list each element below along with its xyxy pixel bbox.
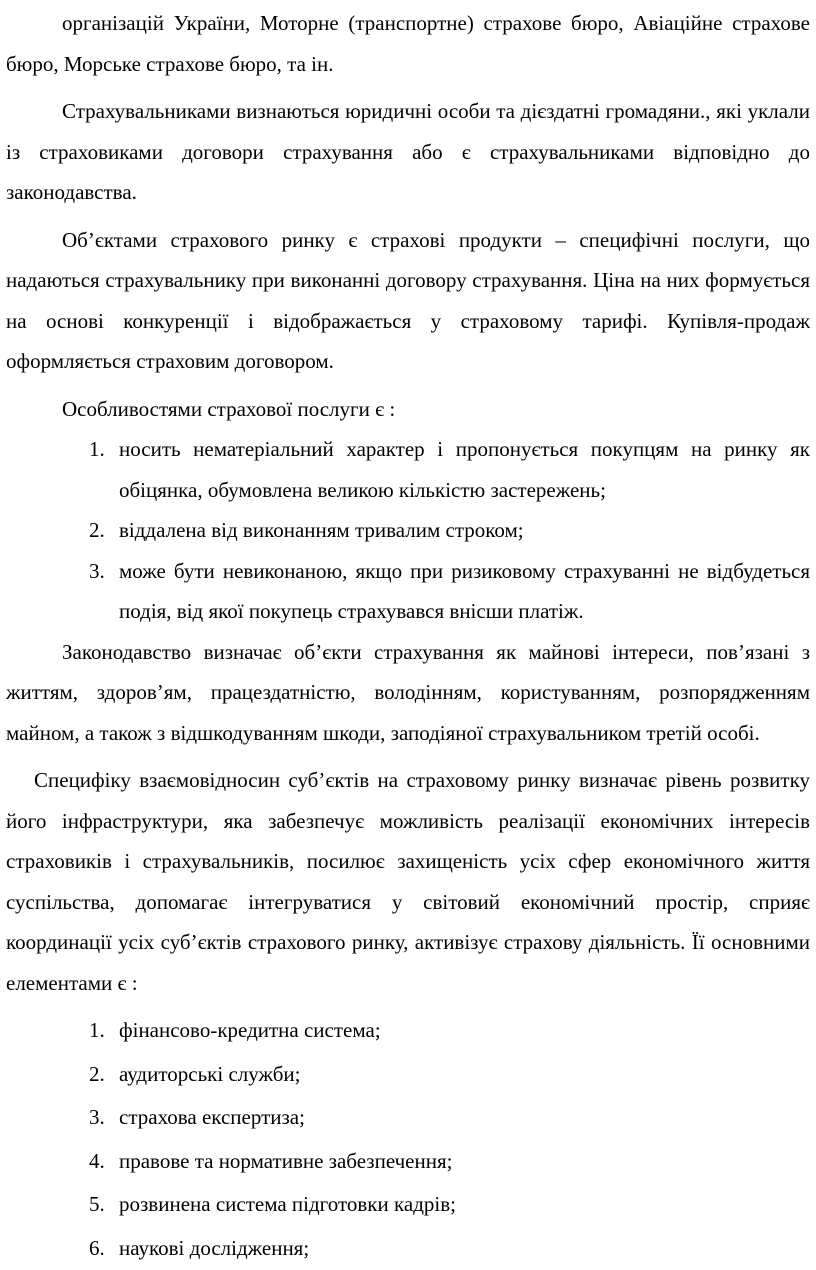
paragraph-service-features-intro: Особливостями страхової послуги є : <box>62 396 396 421</box>
paragraph-gap <box>6 382 810 389</box>
list-item-text: носить нематеріальний характер і пропонується покупцям на ринку як обіцянка, обумовлена великою кількістю застережень; <box>119 437 810 502</box>
list-item <box>6 551 810 632</box>
list-item-text: віддалена від виконанням тривалим строком; <box>119 518 524 542</box>
paragraph-organizations: організацій України, Моторне (транспортне) страхове бюро, Авіаційне страхове бюро, Морське страхове бюро, та ін. <box>6 11 810 76</box>
list-item-number: 2. <box>89 518 105 542</box>
list-item-number: 1. <box>89 437 105 461</box>
list-item-text: може бути невиконаною, якщо при ризиковому страхуванні не відбудеться подія, від якої покупець страхувався внісши платіж. <box>119 558 810 623</box>
list-item-text: наукові дослідження; <box>119 1235 310 1260</box>
paragraph-infrastructure: Специфіку взаємовідносин суб’єктів на страховому ринку визначає рівень розвитку його інфраструктури, яка забезпечує можливість реалізації економічних інтересів страховиків і страхувальників, посилює захищеність усіх сфер економічного життя суспільства, допомагає інтегруватися у світовий економічний простір, сприяє координації усіх суб’єктів страхового ринку, активізує страхову діяльність. Її основними елементами є : <box>6 768 810 995</box>
list-item-text: аудиторські служби; <box>119 1061 301 1086</box>
list-item-number: 4. <box>89 1148 105 1173</box>
list-item <box>6 1228 810 1269</box>
list-item-number: 3. <box>89 558 105 583</box>
list-item <box>6 510 810 551</box>
list-item-text: правове та нормативне забезпечення; <box>119 1148 453 1173</box>
list-item <box>6 1141 810 1182</box>
list-item-text: страхова експертиза; <box>119 1105 305 1129</box>
paragraph-market-objects: Об’єктами страхового ринку є страхові продукти – специфічні послуги, що надаються страхувальнику при виконанні договору страхування. Ціна на них формується на основі конкуренції і відображається у страховому тарифі. Купівля-продаж оформляється страховим договором. <box>6 227 810 373</box>
list-item-number: 6. <box>89 1235 105 1260</box>
paragraph-policyholders: Страхувальниками визнаються юридичні особи та дієздатні громадяни., які уклали із страховиками договори страхування або є страхувальниками відповідно до законодавства. <box>6 99 810 204</box>
list-item <box>6 1010 810 1051</box>
list-item-text: розвинена система підготовки кадрів; <box>119 1192 456 1216</box>
list-item-number: 2. <box>89 1061 105 1086</box>
paragraph-gap <box>6 84 810 91</box>
service-features-list <box>6 429 810 632</box>
paragraph-legislation: Законодавство визначає об’єкти страхування як майнові інтереси, пов’язані з життям, здоров’ям, працездатністю, володінням, користуванням, розпорядженням майном, а також з відшкодуванням шкоди, заподіяної страхувальником третій особі. <box>6 639 810 745</box>
list-item <box>6 429 810 510</box>
paragraph-gap <box>6 753 810 760</box>
paragraph-gap <box>6 1003 810 1010</box>
infrastructure-elements-list <box>6 1010 810 1268</box>
list-item-text: фінансово-кредитна система; <box>119 1018 381 1042</box>
list-item <box>6 1054 810 1095</box>
list-item <box>6 1184 810 1225</box>
list-item-number: 3. <box>89 1105 105 1129</box>
list-item-number: 5. <box>89 1192 105 1216</box>
list-item-number: 1. <box>89 1018 105 1042</box>
paragraph-gap <box>6 213 810 220</box>
list-item <box>6 1097 810 1138</box>
